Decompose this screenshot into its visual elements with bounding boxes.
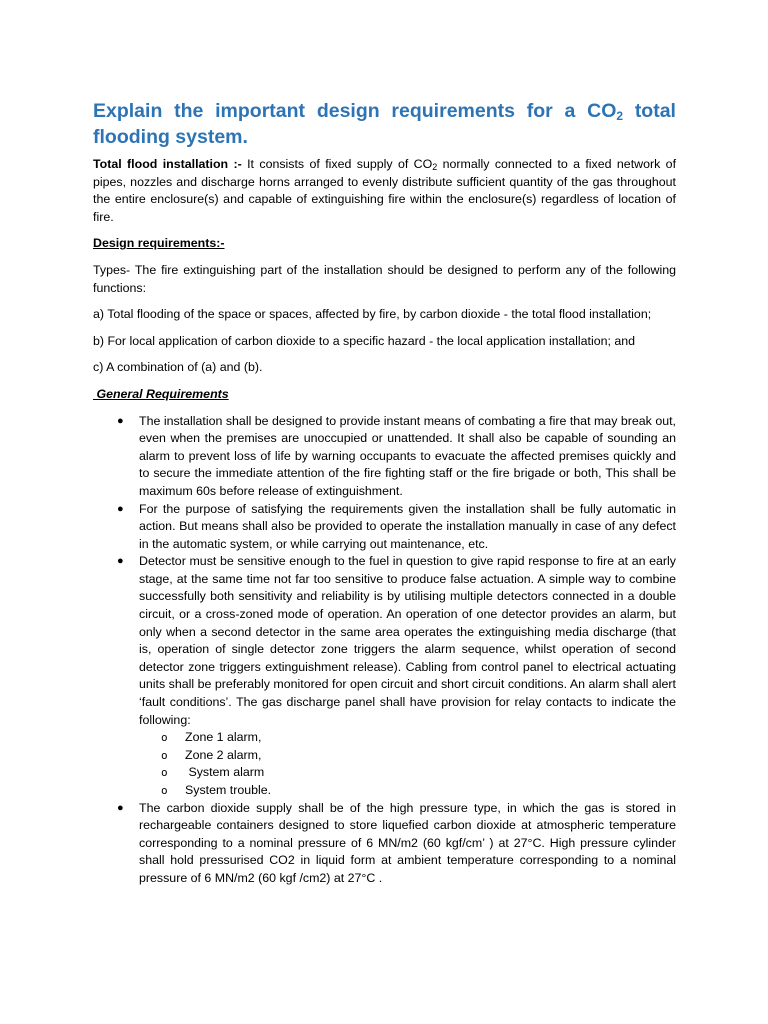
sublist-item (139, 782, 676, 800)
general-heading-text: General Requirements (93, 386, 229, 401)
general-requirements-heading (93, 386, 676, 404)
title-text: Explain the important design requirements for a CO (93, 100, 617, 122)
bullet-icon: ● (117, 801, 124, 814)
sublist-item-text: Zone 2 alarm, (185, 747, 262, 762)
list-item (93, 553, 676, 799)
sublist-item (139, 729, 676, 747)
list-item (93, 501, 676, 554)
option-b: b) For local application of carbon dioxide to a specific hazard - the local application installation; and (93, 333, 636, 348)
intro-text-end: normally connected to a fixed network of pipes, nozzles and discharge horns arranged to evenly distribute sufficient quantity of the gas throughout the entire enclosure(s) and capable of extinguishing fire within the enclosure(s) regardless of location of fire. (93, 157, 677, 224)
intro-label: Total flood installation :- (93, 157, 242, 171)
sublist-item (139, 764, 676, 782)
intro-subscript: 2 (432, 162, 438, 172)
list-item-text: Detector must be sensitive enough to the fuel in question to give rapid response to fire at an early stage, at the same time not far too sensitive to produce false actuation. A simple way to combine successfully both sensitivity and reliability is by utilising multiple detectors connected in a double circuit, or a cross-zoned mode of operation. An operation of one detector provides an alarm, but only when a second detector in the same area operates the extinguishing media discharge (that is, operation of single detector zone triggers the alarm sequence, whilst operation of second detector zone triggers extinguishment release). Cabling from control panel to electrical actuating units shall be preferably monitored for open circuit and short circuit conditions. An alarm shall alert ‘fault conditions’. The gas discharge panel shall have provision for relay contacts to indicate the following: (139, 554, 676, 727)
circle-bullet-icon: o (161, 784, 168, 797)
bullet-icon: ● (117, 414, 124, 427)
requirements-list (93, 413, 676, 888)
circle-bullet-icon: o (161, 748, 168, 762)
sublist-item-text: System alarm (185, 765, 265, 780)
circle-bullet-icon: o (161, 766, 168, 780)
types-paragraph: Types- The fire extinguishing part of the installation should be designed to perform any of the following functions: (93, 262, 676, 295)
design-heading-text: Design requirements:- (93, 236, 225, 251)
page-title (93, 98, 676, 150)
intro-paragraph (93, 156, 676, 226)
sublist-item (139, 747, 676, 765)
intro-text: It consists of fixed supply of CO (241, 157, 433, 171)
option-a: a) Total flooding of the space or spaces, affected by fire, by carbon dioxide - the total flood installation; (93, 307, 652, 322)
list-item-text: For the purpose of satisfying the requirements given the installation shall be fully automatic in action. But means shall also be provided to operate the installation manually in case of any defect in the automatic system, or while carrying out maintenance, etc. (139, 501, 676, 551)
title-text-end: total flooding system. (93, 100, 676, 148)
bullet-icon: ● (117, 555, 124, 568)
design-requirements-heading (93, 235, 676, 253)
list-item (93, 413, 676, 501)
title-subscript: 2 (616, 109, 624, 123)
list-item (93, 800, 676, 888)
indicator-sublist (139, 729, 676, 799)
sublist-item-text: Zone 1 alarm, (185, 730, 262, 745)
circle-bullet-icon: o (161, 731, 168, 745)
option-c: c) A combination of (a) and (b). (93, 360, 263, 375)
list-item-text: The carbon dioxide supply shall be of the high pressure type, in which the gas is stored in rechargeable containers designed to store liquefied carbon dioxide at atmospheric temperature corresponding to a nominal pressure of 6 MN/m2 (60 kgf/cm’ ) at 27°C. High pressure cylinder shall hold pressurised CO2 in liquid form at ambient temperature corresponding to a nominal pressure of 6 MN/m2 (60 kgf /cm2) at 27°C . (139, 800, 676, 885)
bullet-icon: ● (117, 502, 124, 515)
sublist-item-text: System trouble. (185, 783, 272, 797)
list-item-text: The installation shall be designed to provide instant means of combating a fire that may break out, even when the premises are unoccupied or unattended. It shall also be capable of sounding an alarm to prevent loss of life by warning occupants to evacuate the affected premises quickly and to secure the immediate attention of the fire fighting staff or the fire brigade or both, This shall be maximum 60s before release of extinguishment. (139, 413, 676, 498)
